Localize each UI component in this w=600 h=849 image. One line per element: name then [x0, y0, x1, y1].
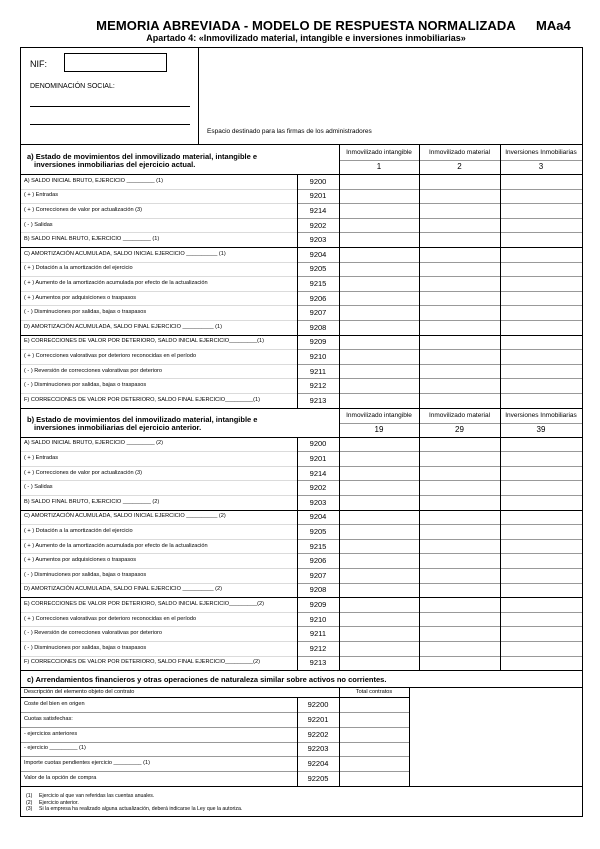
table-row: [21, 189, 582, 204]
footnote-text: Ejercicio al que van referidas las cuentas anuales.: [39, 793, 155, 799]
table-row: [21, 276, 582, 291]
value-cell[interactable]: [500, 626, 582, 641]
row-label: ( - ) Reversión de correcciones valorativas por deterioro: [24, 367, 163, 374]
value-cell[interactable]: [339, 232, 419, 247]
value-cell[interactable]: [419, 451, 500, 466]
value-cell[interactable]: [419, 320, 500, 335]
value-cell[interactable]: [500, 553, 582, 568]
table-row: [21, 232, 582, 247]
value-cell[interactable]: [419, 291, 500, 306]
value-cell[interactable]: [500, 597, 582, 612]
row-code: 9209: [309, 599, 327, 609]
table-row: [21, 641, 582, 656]
value-cell[interactable]: [339, 568, 419, 583]
table-row: [21, 393, 582, 408]
row-code: 92204: [307, 759, 329, 769]
row-code: 9212: [309, 381, 327, 391]
row-label: Coste del bien en origen: [24, 701, 85, 708]
column-number: 39: [536, 424, 546, 434]
row-code: 9201: [309, 453, 327, 463]
value-cell[interactable]: [339, 553, 419, 568]
row-code: 9203: [309, 235, 327, 245]
footnote-number: (2): [26, 799, 33, 806]
value-cell[interactable]: [339, 597, 419, 612]
value-cell[interactable]: [419, 203, 500, 218]
table-row: [21, 364, 582, 379]
value-cell[interactable]: [500, 612, 582, 627]
value-cell[interactable]: [339, 626, 419, 641]
row-code: 9204: [309, 249, 327, 259]
table-row: [21, 756, 409, 771]
total-cell[interactable]: [339, 742, 409, 757]
column-header: Inversiones Inmobiliarias: [505, 149, 577, 156]
row-code: 9214: [309, 468, 327, 478]
value-cell[interactable]: [500, 480, 582, 495]
value-cell[interactable]: [500, 276, 582, 291]
title-divider: [21, 687, 582, 688]
footnotes: [26, 793, 242, 813]
value-cell[interactable]: [339, 203, 419, 218]
page-subtitle: Apartado 4: «Inmovilizado material, intangible e inversiones inmobiliarias»: [146, 33, 466, 43]
section-title: inversiones inmobiliarias del ejercicio actual.: [34, 160, 196, 169]
value-cell[interactable]: [500, 583, 582, 598]
form-frame: [20, 47, 583, 817]
value-cell[interactable]: [339, 480, 419, 495]
table-row: [21, 583, 582, 598]
row-label: ( + ) Entradas: [24, 192, 59, 199]
value-cell[interactable]: [500, 218, 582, 233]
value-cell[interactable]: [339, 437, 419, 452]
value-cell[interactable]: [339, 174, 419, 189]
table-row: [21, 291, 582, 306]
row-label: E) CORRECCIONES DE VALOR POR DETERIORO, SALDO INICIAL EJERCICIO_________(2): [24, 600, 264, 607]
row-code: 9202: [309, 483, 327, 493]
value-cell[interactable]: [339, 218, 419, 233]
value-cell[interactable]: [500, 437, 582, 452]
value-cell[interactable]: [339, 466, 419, 481]
table-row: [21, 697, 409, 712]
value-cell[interactable]: [419, 656, 500, 671]
value-cell[interactable]: [339, 364, 419, 379]
table-row: [21, 495, 582, 510]
row-label: F) CORRECCIONES DE VALOR POR DETERIORO, SALDO FINAL EJERCICIO_________(1): [24, 396, 260, 403]
company-identification: [21, 48, 199, 144]
table-row: [21, 612, 582, 627]
column-header: Total contratos: [355, 689, 393, 696]
row-code: 9212: [309, 643, 327, 653]
table-row: [21, 320, 582, 335]
column-header: Inmovilizado material: [428, 411, 491, 419]
value-cell[interactable]: [419, 393, 500, 408]
value-cell[interactable]: [419, 247, 500, 262]
value-cell[interactable]: [500, 262, 582, 277]
total-column-border: [409, 687, 410, 786]
table-row: [21, 218, 582, 233]
row-label: Valor de la opción de compra: [24, 775, 97, 782]
table-row: [21, 539, 582, 554]
value-column-border: [339, 408, 340, 671]
value-cell[interactable]: [500, 364, 582, 379]
row-code: 9204: [309, 512, 327, 522]
row-label: B) SALDO FINAL BRUTO, EJERCICIO _________ (2): [24, 498, 160, 505]
value-cell[interactable]: [339, 189, 419, 204]
total-cell[interactable]: [339, 697, 409, 712]
value-cell[interactable]: [419, 466, 500, 481]
row-label: Cuotas satisfechas:: [24, 715, 73, 722]
table-row: [21, 510, 582, 525]
value-cell[interactable]: [419, 218, 500, 233]
column-header: Descripción del elemento objeto del contrato: [24, 689, 135, 696]
row-code: 9214: [309, 205, 327, 215]
value-cell[interactable]: [500, 203, 582, 218]
value-cell[interactable]: [419, 232, 500, 247]
value-cell[interactable]: [419, 349, 500, 364]
row-label: ( - ) Disminuciones por salidas, bajas o traspasos: [24, 382, 147, 389]
value-cell[interactable]: [500, 247, 582, 262]
footnote-text: Ejercicio anterior.: [39, 799, 79, 806]
value-cell[interactable]: [500, 291, 582, 306]
footnote-number: (3): [26, 806, 33, 812]
value-cell[interactable]: [419, 189, 500, 204]
value-cell[interactable]: [500, 568, 582, 583]
value-cell[interactable]: [419, 437, 500, 452]
value-cell[interactable]: [419, 583, 500, 598]
row-label: C) AMORTIZACIÓN ACUMULADA, SALDO INICIAL EJERCICIO __________ (2): [24, 513, 226, 520]
table-row: [21, 480, 582, 495]
row-code: 9210: [309, 614, 327, 624]
table-row: [21, 568, 582, 583]
table-row: [21, 597, 582, 612]
value-cell[interactable]: [419, 335, 500, 350]
row-label: ( + ) Entradas: [24, 454, 59, 461]
value-cell[interactable]: [339, 641, 419, 656]
value-cell[interactable]: [339, 612, 419, 627]
row-code: 9207: [309, 308, 327, 318]
value-cell[interactable]: [500, 349, 582, 364]
total-cell[interactable]: [339, 756, 409, 771]
row-code: 92203: [307, 744, 329, 754]
row-label: D) AMORTIZACIÓN ACUMULADA, SALDO FINAL EJERCICIO __________ (1): [24, 323, 223, 330]
row-label: ( - ) Disminuciones por salidas, bajas o traspasos: [24, 309, 147, 316]
table-row: [21, 771, 409, 786]
value-cell[interactable]: [419, 480, 500, 495]
row-code: 92205: [307, 774, 329, 784]
value-cell[interactable]: [339, 393, 419, 408]
section-title: a) Estado de movimientos del inmovilizado material, intangible e: [27, 152, 258, 161]
value-cell[interactable]: [339, 583, 419, 598]
section-bottom-line: [21, 786, 582, 787]
value-cell[interactable]: [500, 393, 582, 408]
table-row: [21, 451, 582, 466]
value-cell[interactable]: [500, 232, 582, 247]
code-column-left-border: [297, 697, 298, 786]
value-cell[interactable]: [500, 539, 582, 554]
row-label: ( + ) Correcciones valorativas por deterioro reconocidas en el período: [24, 615, 197, 622]
row-label: A) SALDO INICIAL BRUTO, EJERCICIO _________ (1): [24, 177, 163, 184]
row-code: 9206: [309, 556, 327, 566]
value-cell[interactable]: [339, 495, 419, 510]
row-label: ( + ) Correcciones de valor por actualización (3): [24, 469, 142, 476]
value-cell[interactable]: [419, 510, 500, 525]
value-cell[interactable]: [339, 320, 419, 335]
value-cell[interactable]: [339, 451, 419, 466]
row-label: ( + ) Correcciones de valor por actualización (3): [24, 206, 142, 213]
value-cell[interactable]: [500, 335, 582, 350]
value-cell[interactable]: [500, 174, 582, 189]
row-code: 9211: [309, 366, 327, 376]
value-cell[interactable]: [500, 495, 582, 510]
value-cell[interactable]: [339, 291, 419, 306]
value-column-border: [419, 145, 420, 408]
value-cell[interactable]: [419, 495, 500, 510]
row-code: 9209: [309, 337, 327, 347]
section-title: inversiones inmobiliarias del ejercicio anterior.: [34, 422, 202, 432]
signature-space-label: Espacio destinado para las firmas de los administradores: [207, 128, 372, 135]
table-row: [21, 437, 582, 452]
column-header: Inversiones Inmobiliarias: [505, 411, 577, 419]
value-cell[interactable]: [419, 626, 500, 641]
row-label: B) SALDO FINAL BRUTO, EJERCICIO _________ (1): [24, 236, 160, 243]
value-cell[interactable]: [500, 656, 582, 671]
table-row: [21, 742, 409, 757]
table-row: [21, 378, 582, 393]
column-header: Inmovilizado material: [428, 149, 491, 156]
row-code: 9207: [309, 570, 327, 580]
denominacion-line-1[interactable]: [30, 106, 190, 107]
total-column-border: [339, 687, 340, 786]
row-label: ( - ) Salidas: [24, 484, 53, 491]
value-cell[interactable]: [419, 174, 500, 189]
column-number: 2: [457, 162, 462, 171]
page-title: MEMORIA ABREVIADA - MODELO DE RESPUESTA NORMALIZADA: [96, 18, 516, 33]
value-column-border: [500, 145, 501, 408]
total-cell[interactable]: [339, 727, 409, 742]
nif-field[interactable]: [64, 53, 167, 72]
row-code: 9211: [309, 629, 327, 639]
table-row: [21, 247, 582, 262]
denominacion-line-2[interactable]: [30, 124, 190, 125]
section-bottom-line: [21, 670, 582, 671]
row-label: ( + ) Correcciones valorativas por deterioro reconocidas en el período: [24, 352, 197, 359]
row-label: A) SALDO INICIAL BRUTO, EJERCICIO _________ (2): [24, 440, 163, 447]
section-title: b) Estado de movimientos del inmovilizado material, intangible e: [27, 414, 258, 424]
row-label: ( - ) Disminuciones por salidas, bajas o traspasos: [24, 571, 147, 578]
value-cell[interactable]: [500, 305, 582, 320]
value-cell[interactable]: [419, 524, 500, 539]
header-divider: [339, 160, 582, 161]
value-cell[interactable]: [339, 510, 419, 525]
row-code: 9208: [309, 585, 327, 595]
row-label: ( + ) Dotación a la amortización del ejercicio: [24, 527, 133, 534]
table-row: [21, 466, 582, 481]
form-code: MAa4: [536, 18, 571, 33]
row-label: - ejercicio _________ (1): [24, 745, 86, 752]
value-cell[interactable]: [339, 524, 419, 539]
row-label: E) CORRECCIONES DE VALOR POR DETERIORO, SALDO INICIAL EJERCICIO_________(1): [24, 338, 264, 345]
value-cell[interactable]: [500, 641, 582, 656]
row-code: 9213: [309, 658, 327, 668]
row-label: ( + ) Aumento de la amortización acumulada por efecto de la actualización: [24, 279, 208, 286]
row-label: ( - ) Reversión de correcciones valorativas por deterioro: [24, 630, 163, 637]
value-cell[interactable]: [500, 510, 582, 525]
table-row: [21, 174, 582, 189]
total-cell[interactable]: [339, 712, 409, 727]
table-row: [21, 553, 582, 568]
row-label: ( + ) Aumentos por adquisiciones o traspasos: [24, 294, 137, 301]
column-header: Inmovilizado intangible: [346, 411, 412, 419]
row-label: Importe cuotas pendientes ejercicio _________ (1): [24, 760, 150, 767]
footnote-number: (1): [26, 793, 33, 799]
row-code: 9210: [309, 351, 327, 361]
nif-label: NIF:: [30, 59, 47, 69]
table-row: [21, 305, 582, 320]
value-cell[interactable]: [500, 524, 582, 539]
row-code: 92200: [307, 700, 329, 710]
row-code: 9203: [309, 497, 327, 507]
table-row: [21, 262, 582, 277]
table-row: [21, 349, 582, 364]
row-code: 9206: [309, 293, 327, 303]
row-code: 9215: [309, 278, 327, 288]
row-label: ( + ) Aumento de la amortización acumulada por efecto de la actualización: [24, 542, 208, 549]
value-cell[interactable]: [419, 641, 500, 656]
value-cell[interactable]: [419, 568, 500, 583]
column-header: Inmovilizado intangible: [346, 149, 412, 156]
row-code: 9202: [309, 220, 327, 230]
column-number: 1: [376, 162, 382, 171]
row-label: ( - ) Disminuciones por salidas, bajas o traspasos: [24, 644, 147, 651]
value-cell[interactable]: [500, 466, 582, 481]
denominacion-label: DENOMINACIÓN SOCIAL:: [30, 83, 115, 90]
value-column-border: [419, 408, 420, 671]
value-cell[interactable]: [419, 276, 500, 291]
value-cell[interactable]: [339, 335, 419, 350]
row-code: 9200: [309, 439, 327, 449]
value-cell[interactable]: [419, 305, 500, 320]
row-label: ( + ) Aumentos por adquisiciones o traspasos: [24, 557, 137, 564]
value-cell[interactable]: [339, 262, 419, 277]
table-row: [21, 203, 582, 218]
value-cell[interactable]: [500, 378, 582, 393]
row-label: C) AMORTIZACIÓN ACUMULADA, SALDO INICIAL EJERCICIO __________ (1): [24, 250, 226, 257]
column-number: 3: [538, 162, 544, 171]
value-cell[interactable]: [419, 612, 500, 627]
footnote: [26, 806, 242, 813]
header-divider: [339, 423, 582, 424]
value-cell[interactable]: [419, 597, 500, 612]
table-row: [21, 626, 582, 641]
code-column-left-border: [297, 174, 298, 408]
row-code: 92201: [307, 714, 329, 724]
total-cell[interactable]: [339, 771, 409, 786]
value-cell[interactable]: [339, 656, 419, 671]
value-cell[interactable]: [500, 320, 582, 335]
table-row: [21, 335, 582, 350]
value-column-border: [339, 145, 340, 408]
value-cell[interactable]: [339, 539, 419, 554]
table-row: [21, 524, 582, 539]
row-code: 9208: [309, 322, 327, 332]
table-row: [21, 712, 409, 727]
section-bottom-line: [21, 408, 582, 409]
row-code: 9201: [309, 191, 327, 201]
value-column-border: [500, 408, 501, 671]
value-cell[interactable]: [339, 247, 419, 262]
row-code: 9200: [309, 176, 327, 186]
row-code: 9205: [309, 264, 327, 274]
column-number: 19: [374, 424, 384, 434]
value-cell[interactable]: [419, 553, 500, 568]
row-label: - ejercicios anteriores: [24, 730, 78, 737]
row-code: 9213: [309, 395, 327, 405]
row-label: ( - ) Salidas: [24, 221, 53, 228]
section-title: c) Arrendamientos financieros y otras operaciones de naturaleza similar sobre activos no corrientes.: [27, 675, 387, 685]
value-cell[interactable]: [419, 378, 500, 393]
value-cell[interactable]: [339, 349, 419, 364]
row-label: F) CORRECCIONES DE VALOR POR DETERIORO, SALDO FINAL EJERCICIO_________(2): [24, 659, 260, 666]
row-label: ( + ) Dotación a la amortización del ejercicio: [24, 265, 133, 272]
footnote-text: Si la empresa ha realizado alguna actualización, deberá indicarse la Ley que la autoriza.: [39, 806, 243, 812]
table-row: [21, 656, 582, 671]
value-cell[interactable]: [419, 364, 500, 379]
identification-block: [21, 48, 582, 145]
code-column-left-border: [297, 437, 298, 671]
value-cell[interactable]: [419, 262, 500, 277]
column-number: 29: [455, 424, 464, 434]
value-cell[interactable]: [339, 378, 419, 393]
row-code: 92202: [307, 729, 329, 739]
value-cell[interactable]: [339, 276, 419, 291]
value-cell[interactable]: [339, 305, 419, 320]
value-cell[interactable]: [419, 539, 500, 554]
table-row: [21, 727, 409, 742]
row-label: D) AMORTIZACIÓN ACUMULADA, SALDO FINAL EJERCICIO __________ (2): [24, 586, 223, 593]
row-code: 9205: [309, 526, 327, 536]
value-cell[interactable]: [500, 189, 582, 204]
value-cell[interactable]: [500, 451, 582, 466]
row-code: 9215: [309, 541, 327, 551]
